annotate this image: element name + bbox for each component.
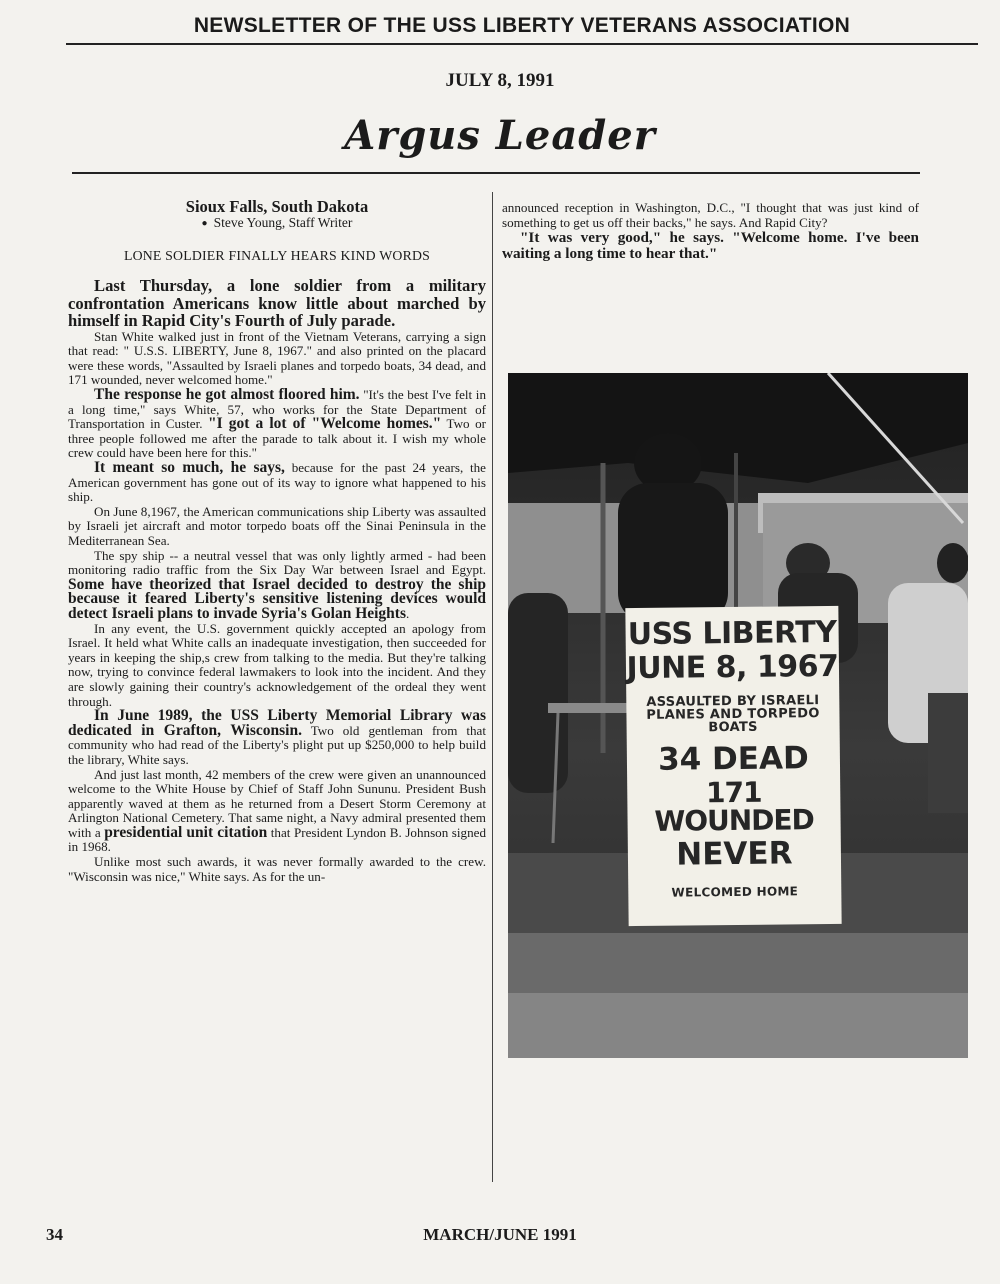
sign-line: 34 DEAD xyxy=(657,740,809,778)
protest-sign xyxy=(625,606,841,926)
closing-quote: "It was very good," he says. "Welcome home. I've been waiting a long time to hear that." xyxy=(502,229,919,263)
article-left-column xyxy=(68,197,486,884)
article-subhead: LONE SOLDIER FINALLY HEARS KIND WORDS xyxy=(123,247,431,263)
paragraph: Stan White walked just in front of the Vietnam Veterans, carrying a sign that read: " U.S.S. LIBERTY, June 8, 1967." and also printed on the placard were these words, "Assaulted by Israeli planes and torpedo boats, 34 dead, and 171 wounded, never welcomed home." xyxy=(68,328,486,388)
page-number: 34 xyxy=(46,1225,63,1244)
header-rule xyxy=(72,172,920,174)
paragraph: The response he got almost floored him. "It's the best I've felt in a long time," says White, 57, who works for the State Department of Transportation in Custer. "I got a lot of "Welcome homes." Two or three people followed me after the parade to talk about it. I wish my whole crew could have been here for this." xyxy=(68,386,486,461)
sign-line: 171 WOUNDED xyxy=(654,775,814,838)
newsletter-title: NEWSLETTER OF THE USS LIBERTY VETERANS ASSOCIATION xyxy=(193,14,851,37)
sign-line: USS LIBERTY xyxy=(627,614,837,653)
sign-line: NEVER xyxy=(676,835,793,873)
paragraph: announced reception in Washington, D.C., "I thought that was just kind of something to get us off their backs," he says. And Rapid City? xyxy=(502,200,919,230)
article-date: JULY 8, 1991 xyxy=(445,70,555,91)
sign-line: JUNE 8, 1967 xyxy=(626,648,839,687)
paragraph: The spy ship -- a neutral vessel that was only lightly armed - had been monitoring radio traffic from the Six Day War between Israel and Egypt. Some have theorized that Israel decided to destroy the ship because it feared Liberty's sensitive listening devices would detect Israeli plans to invade Syria's Golan Heights. xyxy=(68,547,486,622)
paragraph: On June 8,1967, the American communications ship Liberty was assaulted by Israeli jet aircraft and motor torpedo boats off the Sinai Peninsula in the Mediterranean Sea. xyxy=(68,503,486,548)
byline-text: Steve Young, Staff Writer xyxy=(213,215,353,230)
paragraph: In June 1989, the USS Liberty Memorial Library was dedicated in Grafton, Wisconsin. Two old gentleman from that community who had read of the Liberty's plight put up $250,000 to help build the library, White says. xyxy=(68,707,486,767)
newspaper-name: Argus Leader xyxy=(344,112,656,159)
bullet-icon: ● xyxy=(201,218,208,229)
dateline: Sioux Falls, South Dakota xyxy=(185,197,369,216)
byline xyxy=(68,216,486,233)
sign-line: ASSAULTED BY ISRAELI PLANES AND TORPEDO BOATS xyxy=(646,693,820,736)
paragraph: And just last month, 42 members of the crew were given an unannounced welcome to the White House by Chief of Staff John Sununu. President Bush apparently waved at them as he returned from a Desert Storm Ceremony at Arlington National Cemetery. That same night, a Navy admiral presented them with a presidential unit citation that President Lyndon B. Johnson signed in 1968. xyxy=(68,766,486,855)
paragraph: It meant so much, he says, because for the past 24 years, the American government has gone out of its way to ignore what happened to his ship. xyxy=(68,459,486,505)
top-rule xyxy=(66,43,978,45)
lead-paragraph: Last Thursday, a lone soldier from a military confrontation Americans know little about marched by himself in Rapid City's Fourth of July parade. xyxy=(68,276,486,331)
paragraph: In any event, the U.S. government quickly accepted an apology from Israel. It held what White calls an inadequate investigation, then succeeded for years in keeping the ship,s crew from talking to the media. But they're talking now, trying to convince federal lawmakers to look into the incident. And they are slowly gaining their country's acknowledgement of the ordeal they went through. xyxy=(68,620,486,709)
column-divider xyxy=(492,192,493,1182)
paragraph: Unlike most such awards, it was never formally awarded to the crew. "Wisconsin was nice," White says. As for the un- xyxy=(68,854,486,884)
article-right-column xyxy=(502,201,919,262)
issue-date: MARCH/JUNE 1991 xyxy=(423,1225,577,1244)
sign-line: WELCOMED HOME xyxy=(671,884,799,900)
